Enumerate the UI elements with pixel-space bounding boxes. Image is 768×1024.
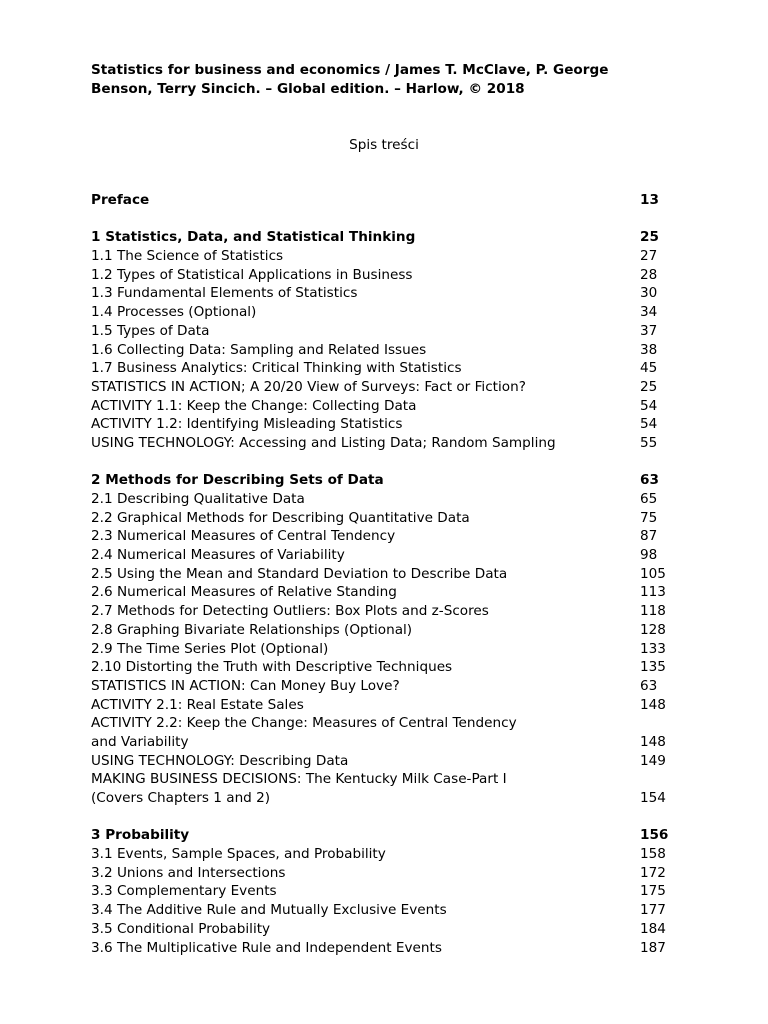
- toc-entry-row: [91, 920, 691, 939]
- toc-entry-title: Preface: [91, 192, 150, 208]
- toc-entry-title: 3.2 Unions and Intersections: [91, 864, 286, 881]
- toc-entry-row: [91, 864, 691, 883]
- toc-entry-page: 13: [640, 192, 659, 208]
- toc-spacer: [91, 808, 691, 827]
- toc-entry-row: [91, 378, 691, 397]
- toc-entry-row: [91, 602, 691, 621]
- toc-entry-row: [91, 677, 691, 696]
- toc-entry-title: 2.8 Graphing Bivariate Relationships (Optional): [91, 621, 413, 638]
- toc-entry-page: 148: [640, 696, 666, 713]
- toc-entry-page: 65: [640, 491, 658, 507]
- toc-entry-title: 1.5 Types of Data: [91, 322, 210, 339]
- toc-entry-page: 184: [640, 920, 666, 937]
- toc-spacer: [91, 453, 691, 472]
- toc-entry-row: [91, 341, 691, 360]
- toc-entry-row: [91, 397, 691, 416]
- toc-entry-page: 113: [640, 584, 666, 601]
- toc-entry-page: 54: [640, 397, 658, 414]
- toc-entry-row: [91, 583, 691, 602]
- toc-entry-title: STATISTICS IN ACTION; A 20/20 View of Surveys: Fact or Fiction?: [91, 378, 526, 395]
- toc-entry-row: [91, 266, 691, 285]
- toc-spacer: [91, 210, 691, 229]
- toc-heading: Spis treści: [349, 137, 419, 153]
- toc-entry-page: 75: [640, 509, 658, 526]
- toc-entry-title: 3 Probability: [91, 827, 190, 844]
- toc-entry-page: 175: [640, 883, 666, 900]
- toc-entry-title: 2.3 Numerical Measures of Central Tendency: [91, 528, 396, 545]
- toc-entry-row: [91, 714, 691, 733]
- toc-entry-page: 177: [640, 902, 666, 919]
- toc-entry-page: 187: [640, 939, 666, 956]
- toc-entry-page: 27: [640, 248, 658, 265]
- toc-entry-page: 149: [640, 752, 666, 769]
- toc-entry-page: 38: [640, 341, 658, 358]
- toc-entry-page: 105: [640, 565, 666, 582]
- toc-entry-title: 2.7 Methods for Detecting Outliers: Box Plots and z-Scores: [91, 603, 489, 620]
- toc-entry-title: STATISTICS IN ACTION: Can Money Buy Love?: [91, 677, 400, 694]
- toc-entry-title: 2.4 Numerical Measures of Variability: [91, 547, 345, 564]
- toc-entry-page: 25: [640, 378, 658, 395]
- toc-entry-title: 3.4 The Additive Rule and Mutually Exclusive Events: [91, 902, 447, 919]
- toc-entry-row: [91, 565, 691, 584]
- toc-entry-page: 133: [640, 640, 666, 657]
- toc-entry-page: 55: [640, 434, 658, 451]
- toc-entry-page: 63: [640, 472, 659, 489]
- toc-entry-page: 37: [640, 322, 658, 339]
- toc-entry-row: [91, 696, 691, 715]
- toc-entry-page: 30: [640, 285, 658, 302]
- toc-entry-title: 1.4 Processes (Optional): [91, 304, 257, 321]
- toc-entry-page: 54: [640, 416, 658, 433]
- toc-entry-title: 2.2 Graphical Methods for Describing Quantitative Data: [91, 509, 470, 526]
- toc-entry-row: [91, 546, 691, 565]
- toc-entry-row: [91, 284, 691, 303]
- header-line-1: Statistics for business and economics / James T. McClave, P. George: [91, 62, 609, 78]
- toc-entry-title: 3.1 Events, Sample Spaces, and Probability: [91, 846, 386, 863]
- toc-entry-row: [91, 247, 691, 266]
- toc-entry-row: [91, 303, 691, 322]
- toc-chapter-row: [91, 471, 691, 490]
- toc-entry-page: 148: [640, 733, 666, 750]
- toc-entry-title: USING TECHNOLOGY: Accessing and Listing Data; Random Sampling: [91, 434, 556, 451]
- toc-entry-title: 2 Methods for Describing Sets of Data: [91, 472, 384, 489]
- toc-entry-page: 172: [640, 864, 666, 881]
- toc-entry-row: [91, 621, 691, 640]
- toc-entry-page: 158: [640, 846, 666, 863]
- toc-entry-title: ACTIVITY 1.1: Keep the Change: Collecting Data: [91, 397, 417, 414]
- toc-entry-row: [91, 359, 691, 378]
- toc-entry-title: USING TECHNOLOGY: Describing Data: [91, 752, 349, 769]
- toc-chapter-row: [91, 228, 691, 247]
- toc-entry-page: 128: [640, 621, 666, 638]
- toc-entry-title: 1 Statistics, Data, and Statistical Thinking: [91, 229, 416, 246]
- toc-entry-title: 1.3 Fundamental Elements of Statistics: [91, 285, 358, 302]
- toc-entry-row: [91, 658, 691, 677]
- header-line-2: Benson, Terry Sincich. – Global edition. – Harlow, © 2018: [91, 80, 525, 97]
- bibliographic-header: [91, 61, 691, 98]
- toc-entry-page: 28: [640, 266, 658, 283]
- toc-entry-title: 3.3 Complementary Events: [91, 883, 277, 900]
- toc-entry-row: [91, 322, 691, 341]
- toc-entry-title: and Variability: [91, 733, 189, 750]
- toc-entry-row: [91, 770, 691, 789]
- toc-entry-row: [91, 789, 691, 808]
- toc-entry-page: 87: [640, 528, 658, 545]
- toc-entry-page: 135: [640, 659, 666, 676]
- toc-entry-row: [91, 901, 691, 920]
- toc-entry-row: [91, 752, 691, 771]
- toc-entry-page: 156: [640, 827, 669, 844]
- toc-entry-title: 1.7 Business Analytics: Critical Thinking with Statistics: [91, 360, 462, 377]
- toc-entry-title: 2.9 The Time Series Plot (Optional): [91, 640, 329, 657]
- toc-entry-title: 1.6 Collecting Data: Sampling and Related Issues: [91, 341, 427, 358]
- toc-entry-page: 34: [640, 304, 658, 321]
- toc-entry-title: 2.1 Describing Qualitative Data: [91, 491, 305, 507]
- toc-entry-row: [91, 882, 691, 901]
- toc-entry-page: 98: [640, 547, 658, 564]
- toc-entry-row: [91, 527, 691, 546]
- toc-entry-row: [91, 939, 691, 958]
- toc-entry-page: 63: [640, 677, 658, 694]
- toc-entry-title: 1.2 Types of Statistical Applications in Business: [91, 266, 413, 283]
- toc-entry-row: [91, 509, 691, 528]
- toc-entry-page: 118: [640, 603, 666, 620]
- toc-entry-row: [91, 640, 691, 659]
- toc-entry-page: 45: [640, 360, 658, 377]
- table-of-contents: [91, 191, 691, 957]
- toc-entry-row: [91, 490, 691, 509]
- toc-entry-title: (Covers Chapters 1 and 2): [91, 790, 271, 806]
- toc-entry-title: 2.5 Using the Mean and Standard Deviation to Describe Data: [91, 565, 508, 582]
- toc-entry-row: [91, 434, 691, 453]
- toc-entry-page: 25: [640, 229, 659, 246]
- toc-chapter-row: [91, 826, 691, 845]
- toc-entry-title: 1.1 The Science of Statistics: [91, 248, 284, 265]
- toc-entry-title: 2.10 Distorting the Truth with Descriptive Techniques: [91, 659, 453, 676]
- toc-entry-row: [91, 415, 691, 434]
- toc-entry-row: [91, 733, 691, 752]
- toc-entry-title: MAKING BUSINESS DECISIONS: The Kentucky Milk Case-Part I: [91, 771, 507, 788]
- toc-entry-title: 3.5 Conditional Probability: [91, 920, 271, 937]
- toc-entry-row: [91, 845, 691, 864]
- toc-entry-title: 2.6 Numerical Measures of Relative Standing: [91, 584, 397, 601]
- toc-entry-title: ACTIVITY 2.2: Keep the Change: Measures of Central Tendency: [91, 715, 517, 732]
- toc-entry-title: 3.6 The Multiplicative Rule and Independent Events: [91, 939, 442, 956]
- toc-entry-page: 154: [640, 790, 666, 806]
- toc-chapter-row: [91, 191, 691, 210]
- toc-entry-title: ACTIVITY 2.1: Real Estate Sales: [91, 696, 304, 713]
- toc-entry-title: ACTIVITY 1.2: Identifying Misleading Statistics: [91, 416, 403, 433]
